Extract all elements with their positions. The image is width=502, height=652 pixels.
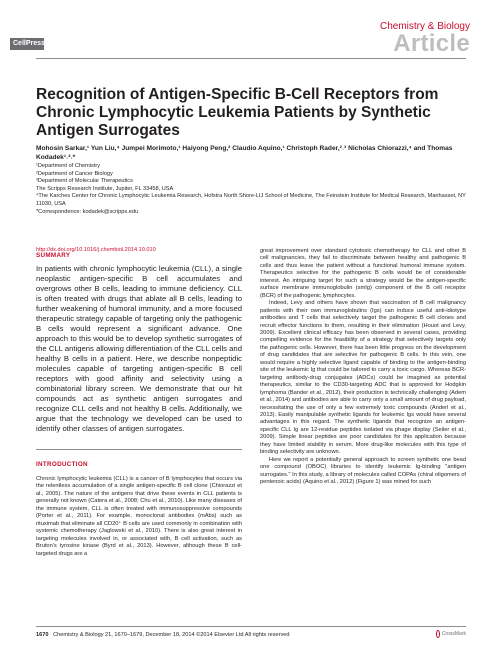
footer-rule	[36, 626, 466, 627]
introduction-column-2	[260, 248, 466, 487]
page-footer	[36, 632, 466, 638]
affiliation-3: ³Department of Molecular Therapeutics	[36, 178, 133, 184]
introduction-column-1	[36, 476, 242, 558]
summary-rule	[36, 449, 242, 450]
author-list: Mohosin Sarkar,¹ Yun Liu,⁴ Jumpei Morimoto,¹ Haiyong Peng,² Claudio Aquino,¹ Christoph Rader,²˒³ Nicholas Chiorazzi,⁴ and Thomas Kodadek¹˒²˒*	[36, 145, 453, 161]
citation-line: Chemistry & Biology 21, 1670–1679, December 18, 2014 ©2014 Elsevier Ltd All rights reserved	[53, 632, 290, 638]
cellpress-logo: CellPress	[10, 38, 44, 50]
article-type: Article	[393, 30, 470, 57]
affiliation-institute: The Scripps Research Institute, Jupiter, FL 33458, USA	[36, 185, 174, 192]
crossmark-badge[interactable]	[436, 629, 466, 639]
summary-heading: SUMMARY	[36, 252, 71, 259]
affiliation-2: ²Department of Cancer Biology	[36, 170, 113, 177]
paper-title: Recognition of Antigen-Specific B-Cell Receptors from Chronic Lymphocytic Leukemia Patients by Synthetic Antigen Surrogates	[36, 86, 439, 139]
doi-link[interactable]: http://dx.doi.org/10.1016/j.chembiol.2014.10.010	[36, 247, 156, 253]
introduction-heading: INTRODUCTION	[36, 461, 88, 468]
crossmark-icon	[436, 630, 440, 638]
intro-paragraph-1: Chronic lymphocytic leukemia (CLL) is a cancer of B lymphocytes that occurs via the relentless accumulation of a single antigen-specific B cell clone (Chiorazzi et al., 2005). The nature of the antigens that drive these events in CLL patients is generally not known (Catera et al., 2008; Chu et al., 2010). Like many diseases of the immune system, CLL is often treated with immunosuppressive compounds (Porter et al., 2011). For example, monoclonal antibodies (mAbs) such as rituximab that eliminate all CD20⁺ B cells are used commonly in combination with systemic chemotherapy (Jaglowski et al., 2010). There is also great interest in targeting molecules involved in, or associated with, B cell activation, such as Bruton's tyrosine kinase (Byrd et al., 2013). However, although these B cell-targeted drugs are a	[36, 476, 242, 557]
header-rule	[36, 58, 466, 59]
affiliation-4: ⁴The Karches Center for Chronic Lymphocytic Leukemia Research, Hofstra North Shore-LIJ School of Medicine, The Feinstein Institute for Medical Research, Manhasset, NY 11030, USA	[36, 193, 466, 207]
journal-name: Chemistry & Biology	[379, 21, 470, 32]
affiliation-1: ¹Department of Chemistry	[36, 163, 101, 169]
page-number: 1670	[36, 632, 49, 638]
intro-paragraph-3: Indeed, Levy and others have shown that vaccination of B cell malignancy patients with their own immunoglobulins (Igs) can induce useful anti-idiotype antibodies and T cells that selectively target the pathogenic B cell clones and recruit effector functions to them, resulting in their elimination (Houot and Levy, 2009). Excellent clinical efficacy has been observed in several cases, providing compelling evidence for the feasibility of a strategy that selectively targets only the pathogenic cells. However, there has been little progress on the development of drug candidates that are selective for pathogenic B cells. In this vein, one would require a highly selective ligand capable of binding to the antigen-binding site of the leukemic Ig that could be tailored to carry a toxic cargo. Whereas BCR-targeting antibody-drug conjugates (ADCs) could be imagined as potential therapeutics, similar to the CD30-targeting ADC that is approved for Hodgkin lymphoma (Bander et al., 2012), their production is technically challenging (Adem et al., 2014) and antibodies are able to carry only a small amount of drug payload, necessitating the use of only a few extremely toxic compounds (Anderl et al., 2013). Easily manipulable synthetic ligands for leukemic Igs would have several advantages in this regard. The synthetic ligands that recognize an antigen-specific CLL Ig are 12-residue peptides isolated via phage display (Seiler et al., 2009). Simple linear peptides are poor candidates for this application because they have limited stability in serum. More drug-like molecules with this type of binding selectivity are unknown.	[260, 300, 466, 456]
intro-paragraph-4: Here we report a potentially general approach to screen synthetic one bead one compound (OBOC) libraries to identify leukemic Ig-binding "antigen surrogates." In this study, a library of molecules called COPAs (chiral oligomers of pentenoic acids) (Aquino et al., 2012) (Figure 1) was mined for such	[260, 456, 466, 486]
correspondence: *Correspondence: kodadek@scripps.edu	[36, 209, 139, 215]
summary-text: In patients with chronic lymphocytic leukemia (CLL), a single neoplastic antigen-specific B cell accumulates and overgrows other B cells, leading to immune deficiency. CLL is often treated with drugs that ablate all B cells, leading to further weakening of humoral immunity, and a more focused therapeutic strategy capable of targeting only the pathogenic B cells would represent a significant advance. One approach to this would be to develop synthetic surrogates of the CLL antigens allowing differentiation of the CLL cells and healthy B cells in a patient. Here, we describe nonpeptidic molecules capable of targeting antigen-specific B cell receptors with good affinity and selectivity using a combinatorial library screen. We demonstrate that our hit compounds act as synthetic antigen surrogates and recognize CLL cells and not healthy B cells. Additionally, we argue that the technology we developed can be used to identify other classes of antigen surrogates.	[36, 264, 242, 433]
intro-paragraph-2: great improvement over standard cytotoxic chemotherapy for CLL and other B cell malignancies, they fail to discriminate between healthy and pathogenic B cells and thus leave the patient without a functional humoral immune system. Therapeutics selective for the pathogenic B cells would be of considerable interest. An intriguing target for such a strategy would be the antigen-specific surface membrane immunoglobulin (smIg) component of the B cell receptor (BCR) of the pathogenic lymphocytes.	[260, 248, 466, 299]
crossmark-label: CrossMark	[441, 631, 466, 637]
